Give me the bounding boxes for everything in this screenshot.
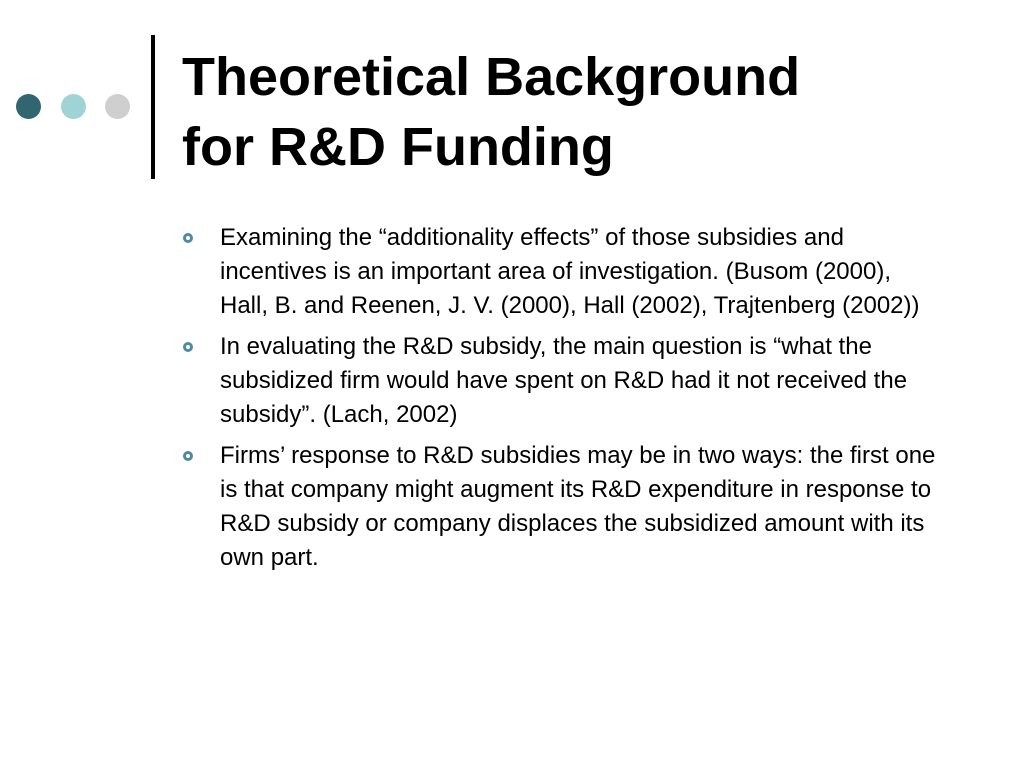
decorative-dot-gray [105,94,130,119]
slide-title [182,42,1002,182]
bullet-circle-icon [183,451,193,461]
bullet-list [182,221,942,582]
bullet-item [182,221,942,323]
decorative-dots [16,94,136,120]
bullet-item [182,330,942,432]
bullet-circle-icon [183,342,193,352]
bullet-circle-icon [183,233,193,243]
slide-title-line-1: Theoretical Background [182,47,801,107]
bullet-text: Firms’ response to R&D subsidies may be in two ways: the first one is that company might augment its R&D expenditure in response to R&D subsidy or company displaces the subsidized amount with its own part. [220,442,936,571]
decorative-dot-light-teal [61,94,86,119]
slide-title-line-2: for R&D Funding [182,117,614,177]
title-vertical-rule [151,35,155,179]
decorative-dot-dark-teal [16,94,41,119]
bullet-item [182,439,942,575]
bullet-text: Examining the “additionality effects” of those subsidies and incentives is an important area of investigation. (Busom (2000), Hall, B. and Reenen, J. V. (2000), Hall (2002), Trajtenberg (2002)) [220,224,920,319]
bullet-text: In evaluating the R&D subsidy, the main question is “what the subsidized firm would have spent on R&D had it not received the subsidy”. (Lach, 2002) [220,333,908,428]
